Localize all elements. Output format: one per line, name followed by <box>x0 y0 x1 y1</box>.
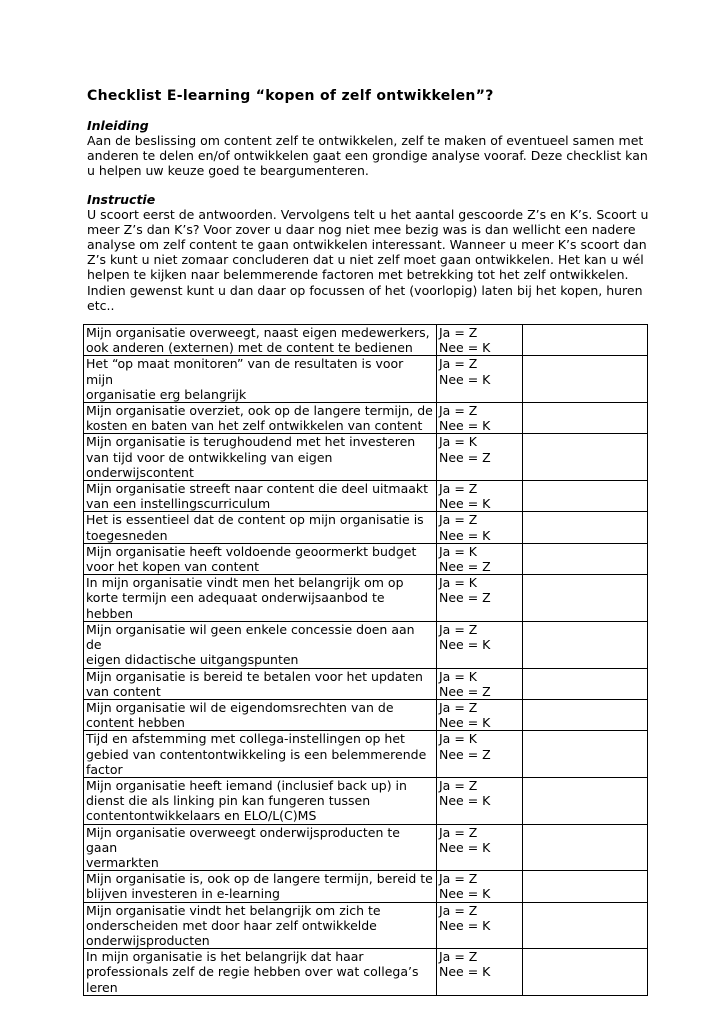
answer-option: Ja = Z <box>439 325 478 341</box>
answer-option: Ja = K <box>439 731 477 747</box>
answer-key-cell <box>437 575 523 622</box>
document-content <box>87 87 649 996</box>
score-cell[interactable] <box>523 543 648 574</box>
answer-key-cell <box>437 621 523 668</box>
answer-option: Nee = K <box>439 839 491 855</box>
question-line: Mijn organisatie wil geen enkele concessie doen aan de <box>86 621 415 653</box>
answer-key-cell <box>437 434 523 481</box>
answer-key-cell <box>437 824 523 871</box>
question-line: In mijn organisatie is het belangrijk dat haar <box>86 949 364 965</box>
score-cell[interactable] <box>523 621 648 668</box>
question-line: factor <box>86 761 123 777</box>
question-line: van content <box>86 683 161 699</box>
answer-option: Nee = Z <box>439 590 491 606</box>
answer-option: Ja = Z <box>439 902 478 918</box>
question-line: onderscheiden met door haar zelf ontwikkelde <box>86 917 377 933</box>
question-cell <box>84 481 437 512</box>
score-cell[interactable] <box>523 481 648 512</box>
question-line: Mijn organisatie is terughoudend met het investeren <box>86 434 416 450</box>
answer-key-cell <box>437 699 523 730</box>
question-cell <box>84 699 437 730</box>
question-line: gebied van contentontwikkeling is een belemmerende <box>86 746 427 762</box>
answer-option: Ja = Z <box>439 481 478 497</box>
checklist-row <box>84 512 648 543</box>
question-line: vermarkten <box>86 854 159 870</box>
answer-key-cell <box>437 731 523 778</box>
instruction-line: meer Z’s dan K’s? Voor zover u daar nog niet mee bezig was is dan wellicht een nadere <box>87 221 636 237</box>
question-cell <box>84 902 437 949</box>
checklist-row <box>84 871 648 902</box>
answer-key-cell <box>437 325 523 356</box>
question-line: Mijn organisatie overweegt, naast eigen medewerkers, <box>86 325 430 341</box>
answer-option: Nee = K <box>439 527 491 543</box>
checklist-row <box>84 356 648 403</box>
answer-option: Ja = Z <box>439 777 478 793</box>
checklist-table <box>83 324 648 996</box>
question-cell <box>84 575 437 622</box>
question-line: toegesneden <box>86 527 168 543</box>
answer-option: Ja = Z <box>439 403 478 419</box>
answer-key-cell <box>437 512 523 543</box>
question-line: Het “op maat monitoren” van de resultaten is voor mijn <box>86 356 404 387</box>
answer-option: Ja = K <box>439 668 477 684</box>
answer-key-cell <box>437 481 523 512</box>
checklist-row <box>84 699 648 730</box>
checklist-row <box>84 731 648 778</box>
question-line: blijven investeren in e-learning <box>86 886 280 902</box>
answer-option: Ja = Z <box>439 824 478 840</box>
answer-option: Nee = Z <box>439 449 491 465</box>
checklist-row <box>84 325 648 356</box>
checklist-row <box>84 621 648 668</box>
question-cell <box>84 731 437 778</box>
answer-option: Ja = K <box>439 543 477 559</box>
answer-key-cell <box>437 871 523 902</box>
checklist-row <box>84 434 648 481</box>
score-cell[interactable] <box>523 356 648 403</box>
answer-option: Ja = Z <box>439 699 478 715</box>
question-line: Mijn organisatie is, ook op de langere termijn, bereid te <box>86 871 433 887</box>
answer-option: Nee = K <box>439 793 491 809</box>
instruction-heading: Instructie <box>87 191 156 207</box>
answer-option: Ja = K <box>439 575 477 591</box>
answer-option: Ja = K <box>439 434 477 450</box>
instruction-line: analyse om zelf content te gaan ontwikkelen interessant. Wanneer u meer K’s scoort dan <box>87 237 647 253</box>
checklist-row <box>84 575 648 622</box>
answer-option: Nee = K <box>439 917 491 933</box>
score-cell[interactable] <box>523 575 648 622</box>
checklist-row <box>84 902 648 949</box>
answer-option: Ja = Z <box>439 512 478 528</box>
answer-key-cell <box>437 403 523 434</box>
answer-option: Nee = Z <box>439 746 491 762</box>
question-line: Mijn organisatie overweegt onderwijsproducten te gaan <box>86 824 400 855</box>
answer-key-cell <box>437 543 523 574</box>
checklist-body <box>84 325 648 996</box>
question-line: onderwijsproducten <box>86 932 210 948</box>
intro-line: Aan de beslissing om content zelf te ontwikkelen, zelf te maken of eventueel samen met <box>87 133 644 148</box>
answer-option: Ja = Z <box>439 871 478 887</box>
question-cell <box>84 512 437 543</box>
question-cell <box>84 777 437 824</box>
question-line: voor het kopen van content <box>86 559 260 575</box>
intro-line: u helpen uw keuze goed te beargumenteren. <box>87 163 369 179</box>
answer-option: Nee = K <box>439 496 491 512</box>
score-cell[interactable] <box>523 512 648 543</box>
question-line: Mijn organisatie heeft iemand (inclusief back up) in <box>86 777 407 793</box>
answer-option: Nee = K <box>439 418 491 434</box>
checklist-row <box>84 777 648 824</box>
question-line: dienst die als linking pin kan fungeren tussen <box>86 793 371 809</box>
question-line: Mijn organisatie heeft voldoende geoormerkt budget <box>86 543 417 559</box>
instruction-line: etc.. <box>87 297 115 313</box>
question-line: van tijd voor de ontwikkeling van eigen <box>86 449 333 465</box>
score-cell[interactable] <box>523 871 648 902</box>
answer-option: Ja = Z <box>439 356 478 372</box>
question-line: Mijn organisatie vindt het belangrijk om zich te <box>86 902 381 918</box>
instruction-section <box>87 192 649 313</box>
question-cell <box>84 621 437 668</box>
answer-key-cell <box>437 902 523 949</box>
instruction-paragraph <box>87 207 649 313</box>
score-cell[interactable] <box>523 325 648 356</box>
score-cell[interactable] <box>523 824 648 871</box>
question-line: korte termijn een adequaat onderwijsaanbod te hebben <box>86 590 385 621</box>
answer-key-cell <box>437 668 523 699</box>
question-line: Mijn organisatie is bereid te betalen voor het updaten <box>86 668 423 684</box>
score-cell[interactable] <box>523 902 648 949</box>
instruction-line: Z’s kunt u niet zomaar concluderen dat u niet zelf moet gaan ontwikkelen. Het kan u wél <box>87 252 644 268</box>
answer-option: Nee = Z <box>439 559 491 575</box>
question-line: onderwijscontent <box>86 464 194 480</box>
question-cell <box>84 403 437 434</box>
answer-option: Ja = Z <box>439 949 478 965</box>
question-cell <box>84 434 437 481</box>
instruction-line: Indien gewenst kunt u dan daar op focussen of het (voorlopig) laten bij het kopen, huren <box>87 282 643 298</box>
question-line: leren <box>86 979 118 995</box>
intro-paragraph <box>87 133 649 179</box>
question-line: Mijn organisatie overziet, ook op de langere termijn, de <box>86 403 433 419</box>
checklist-row <box>84 481 648 512</box>
question-cell <box>84 356 437 403</box>
question-line: kosten en baten van het zelf ontwikkelen van content <box>86 418 423 434</box>
question-cell <box>84 871 437 902</box>
intro-line: anderen te delen en/of ontwikkelen gaat een grondige analyse vooraf. Deze checklist kan <box>87 148 648 164</box>
question-line: eigen didactische uitgangspunten <box>86 652 299 668</box>
question-cell <box>84 543 437 574</box>
answer-option: Nee = K <box>439 886 491 902</box>
answer-option: Nee = K <box>439 964 491 980</box>
question-line: Mijn organisatie wil de eigendomsrechten van de <box>86 699 394 715</box>
score-cell[interactable] <box>523 731 648 778</box>
score-cell[interactable] <box>523 434 648 481</box>
answer-key-cell <box>437 949 523 996</box>
question-line: Het is essentieel dat de content op mijn organisatie is <box>86 512 424 528</box>
intro-heading: Inleiding <box>87 118 149 133</box>
question-line: van een instellingscurriculum <box>86 496 271 512</box>
checklist-row <box>84 949 648 996</box>
score-cell[interactable] <box>523 949 648 996</box>
score-cell[interactable] <box>523 668 648 699</box>
score-cell[interactable] <box>523 403 648 434</box>
score-cell[interactable] <box>523 777 648 824</box>
answer-option: Nee = K <box>439 371 491 387</box>
checklist-row <box>84 543 648 574</box>
instruction-line: U scoort eerst de antwoorden. Vervolgens telt u het aantal gescoorde Z’s en K’s. Scoort u <box>87 206 649 222</box>
answer-key-cell <box>437 777 523 824</box>
question-line: professionals zelf de regie hebben over wat collega’s <box>86 964 419 980</box>
question-line: organisatie erg belangrijk <box>86 386 247 402</box>
question-cell <box>84 949 437 996</box>
answer-option: Nee = K <box>439 340 491 356</box>
answer-option: Ja = Z <box>439 621 478 637</box>
checklist-row <box>84 824 648 871</box>
question-line: In mijn organisatie vindt men het belangrijk om op <box>86 575 404 591</box>
answer-option: Nee = K <box>439 715 491 731</box>
question-line: contentontwikkelaars en ELO/L(C)MS <box>86 808 317 824</box>
instruction-line: helpen te kijken naar belemmerende factoren met betrekking tot het zelf ontwikkelen. <box>87 267 629 283</box>
question-line: content hebben <box>86 715 185 731</box>
intro-section <box>87 118 649 179</box>
question-cell <box>84 325 437 356</box>
score-cell[interactable] <box>523 699 648 730</box>
question-line: Mijn organisatie streeft naar content die deel uitmaakt <box>86 481 429 497</box>
question-cell <box>84 668 437 699</box>
checklist-row <box>84 668 648 699</box>
answer-option: Nee = K <box>439 637 491 653</box>
document-title: Checklist E-learning “kopen of zelf ontwikkelen”? <box>87 88 494 104</box>
checklist-row <box>84 403 648 434</box>
answer-option: Nee = Z <box>439 683 491 699</box>
question-line: Tijd en afstemming met collega-instellingen op het <box>86 731 405 747</box>
question-cell <box>84 824 437 871</box>
answer-key-cell <box>437 356 523 403</box>
question-line: ook anderen (externen) met de content te bedienen <box>86 340 413 356</box>
